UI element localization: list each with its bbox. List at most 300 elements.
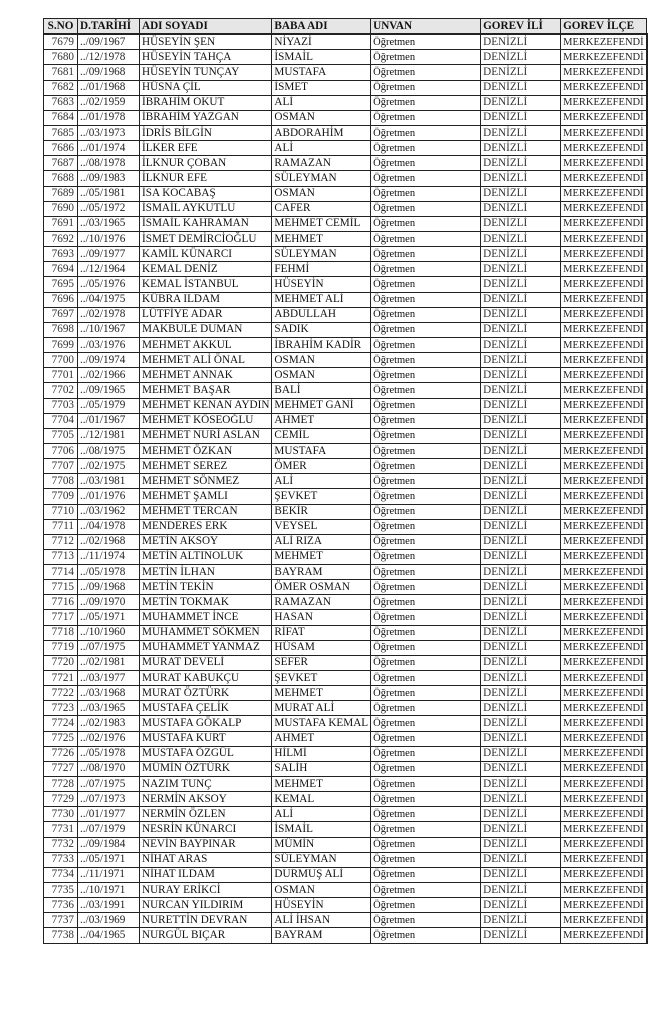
cell-full-name: HÜSNA ÇİL — [140, 80, 272, 95]
table-row — [44, 65, 647, 80]
table-row — [44, 807, 647, 822]
cell-sno: 7688 — [44, 171, 78, 186]
cell-full-name: MURAT ÖZTÜRK — [140, 686, 272, 701]
cell-birth-date: ../09/1977 — [78, 247, 140, 262]
cell-father-name: İBRAHİM KADİR — [272, 337, 371, 352]
cell-title: Öğretmen — [371, 383, 481, 398]
cell-father-name: BAYRAM — [272, 565, 371, 580]
cell-full-name: MUHAMMET İNCE — [140, 610, 272, 625]
cell-birth-date: ../04/1975 — [78, 292, 140, 307]
cell-sno: 7716 — [44, 595, 78, 610]
cell-father-name: BEKİR — [272, 504, 371, 519]
cell-sno: 7734 — [44, 867, 78, 882]
table-row — [44, 443, 647, 458]
cell-province: DENİZLİ — [481, 716, 561, 731]
cell-father-name: ÖMER OSMAN — [272, 580, 371, 595]
cell-full-name: MEHMET BAŞAR — [140, 383, 272, 398]
cell-birth-date: ../07/1979 — [78, 822, 140, 837]
table-row — [44, 398, 647, 413]
cell-sno: 7729 — [44, 792, 78, 807]
table-row — [44, 322, 647, 337]
cell-birth-date: ../03/1973 — [78, 125, 140, 140]
cell-full-name: METİN ALTINOLUK — [140, 549, 272, 564]
table-row — [44, 928, 647, 943]
cell-birth-date: ../12/1981 — [78, 428, 140, 443]
table-header — [44, 19, 647, 35]
cell-province: DENİZLİ — [481, 383, 561, 398]
cell-father-name: OSMAN — [272, 110, 371, 125]
cell-birth-date: ../05/1972 — [78, 201, 140, 216]
cell-province: DENİZLİ — [481, 216, 561, 231]
cell-province: DENİZLİ — [481, 822, 561, 837]
cell-sno: 7686 — [44, 141, 78, 156]
table-row — [44, 580, 647, 595]
cell-province: DENİZLİ — [481, 686, 561, 701]
cell-full-name: İDRİS BİLGİN — [140, 125, 272, 140]
cell-father-name: ABDORAHİM — [272, 125, 371, 140]
cell-title: Öğretmen — [371, 655, 481, 670]
cell-full-name: KEMAL DENİZ — [140, 262, 272, 277]
cell-district: MERKEZEFENDİ — [561, 34, 647, 50]
cell-father-name: MEHMET GANİ — [272, 398, 371, 413]
cell-full-name: MUHAMMET SÖKMEN — [140, 625, 272, 640]
cell-father-name: OSMAN — [272, 368, 371, 383]
cell-sno: 7728 — [44, 777, 78, 792]
table-row — [44, 428, 647, 443]
table-row — [44, 731, 647, 746]
cell-province: DENİZLİ — [481, 231, 561, 246]
cell-title: Öğretmen — [371, 489, 481, 504]
cell-province: DENİZLİ — [481, 277, 561, 292]
cell-title: Öğretmen — [371, 580, 481, 595]
cell-full-name: MURAT KABUKÇU — [140, 671, 272, 686]
cell-province: DENİZLİ — [481, 95, 561, 110]
cell-sno: 7706 — [44, 443, 78, 458]
cell-district: MERKEZEFENDİ — [561, 368, 647, 383]
cell-full-name: MUHAMMET YANMAZ — [140, 640, 272, 655]
cell-birth-date: ../03/1965 — [78, 216, 140, 231]
table-row — [44, 671, 647, 686]
cell-district: MERKEZEFENDİ — [561, 534, 647, 549]
table-row — [44, 746, 647, 761]
cell-sno: 7680 — [44, 50, 78, 65]
cell-district: MERKEZEFENDİ — [561, 110, 647, 125]
header-full-name: ADI SOYADI — [140, 19, 272, 35]
cell-full-name: MEHMET AKKUL — [140, 337, 272, 352]
cell-father-name: MEHMET CEMİL — [272, 216, 371, 231]
cell-title: Öğretmen — [371, 867, 481, 882]
cell-full-name: İSMAİL AYKUTLU — [140, 201, 272, 216]
cell-title: Öğretmen — [371, 777, 481, 792]
header-title: UNVAN — [371, 19, 481, 35]
cell-father-name: BAYRAM — [272, 928, 371, 943]
cell-title: Öğretmen — [371, 337, 481, 352]
cell-birth-date: ../01/1967 — [78, 413, 140, 428]
table-row — [44, 156, 647, 171]
cell-district: MERKEZEFENDİ — [561, 625, 647, 640]
cell-title: Öğretmen — [371, 504, 481, 519]
cell-district: MERKEZEFENDİ — [561, 247, 647, 262]
cell-province: DENİZLİ — [481, 610, 561, 625]
cell-sno: 7726 — [44, 746, 78, 761]
cell-father-name: AHMET — [272, 731, 371, 746]
cell-father-name: ALİ — [272, 807, 371, 822]
cell-full-name: NAZIM TUNÇ — [140, 777, 272, 792]
cell-full-name: İLKNUR EFE — [140, 171, 272, 186]
cell-district: MERKEZEFENDİ — [561, 792, 647, 807]
cell-sno: 7681 — [44, 65, 78, 80]
cell-birth-date: ../02/1981 — [78, 655, 140, 670]
personnel-table — [43, 18, 648, 944]
cell-birth-date: ../01/1978 — [78, 110, 140, 125]
cell-full-name: NİHAT ILDAM — [140, 867, 272, 882]
table-row — [44, 549, 647, 564]
cell-sno: 7738 — [44, 928, 78, 943]
cell-full-name: KÜBRA ILDAM — [140, 292, 272, 307]
cell-district: MERKEZEFENDİ — [561, 474, 647, 489]
cell-full-name: MEHMET ÖZKAN — [140, 443, 272, 458]
cell-father-name: HÜSAM — [272, 640, 371, 655]
cell-full-name: MUSTAFA KURT — [140, 731, 272, 746]
cell-district: MERKEZEFENDİ — [561, 398, 647, 413]
cell-district: MERKEZEFENDİ — [561, 595, 647, 610]
cell-title: Öğretmen — [371, 913, 481, 928]
cell-full-name: MEHMET SÖNMEZ — [140, 474, 272, 489]
cell-father-name: SÜLEYMAN — [272, 247, 371, 262]
cell-title: Öğretmen — [371, 65, 481, 80]
cell-sno: 7711 — [44, 519, 78, 534]
cell-father-name: AHMET — [272, 413, 371, 428]
cell-full-name: NEVİN BAYPINAR — [140, 837, 272, 852]
table-row — [44, 171, 647, 186]
cell-province: DENİZLİ — [481, 110, 561, 125]
table-row — [44, 761, 647, 776]
cell-district: MERKEZEFENDİ — [561, 655, 647, 670]
cell-title: Öğretmen — [371, 519, 481, 534]
cell-sno: 7700 — [44, 353, 78, 368]
cell-sno: 7696 — [44, 292, 78, 307]
header-district: GOREV İLÇE — [561, 19, 647, 35]
cell-title: Öğretmen — [371, 50, 481, 65]
cell-sno: 7721 — [44, 671, 78, 686]
cell-sno: 7698 — [44, 322, 78, 337]
cell-birth-date: ../07/1973 — [78, 792, 140, 807]
cell-father-name: KEMAL — [272, 792, 371, 807]
cell-father-name: ALİ — [272, 95, 371, 110]
cell-province: DENİZLİ — [481, 565, 561, 580]
cell-district: MERKEZEFENDİ — [561, 671, 647, 686]
cell-father-name: ŞEVKET — [272, 671, 371, 686]
cell-sno: 7687 — [44, 156, 78, 171]
cell-sno: 7718 — [44, 625, 78, 640]
cell-title: Öğretmen — [371, 549, 481, 564]
cell-district: MERKEZEFENDİ — [561, 231, 647, 246]
table-row — [44, 277, 647, 292]
cell-title: Öğretmen — [371, 565, 481, 580]
cell-title: Öğretmen — [371, 428, 481, 443]
cell-title: Öğretmen — [371, 761, 481, 776]
cell-birth-date: ../08/1978 — [78, 156, 140, 171]
cell-birth-date: ../10/1960 — [78, 625, 140, 640]
cell-province: DENİZLİ — [481, 746, 561, 761]
table-row — [44, 474, 647, 489]
cell-sno: 7730 — [44, 807, 78, 822]
cell-district: MERKEZEFENDİ — [561, 50, 647, 65]
cell-father-name: FEHMİ — [272, 262, 371, 277]
cell-birth-date: ../05/1971 — [78, 610, 140, 625]
cell-title: Öğretmen — [371, 792, 481, 807]
cell-sno: 7710 — [44, 504, 78, 519]
cell-province: DENİZLİ — [481, 777, 561, 792]
cell-birth-date: ../05/1981 — [78, 186, 140, 201]
table-row — [44, 125, 647, 140]
table-row — [44, 292, 647, 307]
table-row — [44, 231, 647, 246]
cell-sno: 7709 — [44, 489, 78, 504]
cell-district: MERKEZEFENDİ — [561, 580, 647, 595]
cell-sno: 7720 — [44, 655, 78, 670]
cell-sno: 7725 — [44, 731, 78, 746]
cell-birth-date: ../02/1968 — [78, 534, 140, 549]
cell-birth-date: ../08/1970 — [78, 761, 140, 776]
cell-district: MERKEZEFENDİ — [561, 277, 647, 292]
table-row — [44, 216, 647, 231]
cell-father-name: OSMAN — [272, 186, 371, 201]
cell-province: DENİZLİ — [481, 337, 561, 352]
cell-province: DENİZLİ — [481, 262, 561, 277]
cell-sno: 7695 — [44, 277, 78, 292]
document-page — [43, 18, 648, 944]
cell-province: DENİZLİ — [481, 156, 561, 171]
cell-sno: 7723 — [44, 701, 78, 716]
cell-full-name: HÜSEYİN ŞEN — [140, 34, 272, 50]
cell-district: MERKEZEFENDİ — [561, 141, 647, 156]
table-row — [44, 655, 647, 670]
cell-sno: 7694 — [44, 262, 78, 277]
table-row — [44, 701, 647, 716]
cell-full-name: MUSTAFA ÖZGÜL — [140, 746, 272, 761]
cell-province: DENİZLİ — [481, 913, 561, 928]
cell-province: DENİZLİ — [481, 519, 561, 534]
cell-district: MERKEZEFENDİ — [561, 186, 647, 201]
cell-title: Öğretmen — [371, 231, 481, 246]
cell-district: MERKEZEFENDİ — [561, 201, 647, 216]
cell-birth-date: ../10/1967 — [78, 322, 140, 337]
cell-full-name: LÜTFİYE ADAR — [140, 307, 272, 322]
cell-father-name: MEHMET — [272, 777, 371, 792]
cell-title: Öğretmen — [371, 474, 481, 489]
cell-district: MERKEZEFENDİ — [561, 867, 647, 882]
cell-district: MERKEZEFENDİ — [561, 807, 647, 822]
cell-birth-date: ../02/1966 — [78, 368, 140, 383]
cell-father-name: ÖMER — [272, 459, 371, 474]
cell-birth-date: ../09/1983 — [78, 171, 140, 186]
cell-province: DENİZLİ — [481, 50, 561, 65]
cell-title: Öğretmen — [371, 686, 481, 701]
cell-title: Öğretmen — [371, 716, 481, 731]
table-row — [44, 34, 647, 50]
cell-birth-date: ../09/1967 — [78, 34, 140, 50]
cell-province: DENİZLİ — [481, 852, 561, 867]
table-row — [44, 504, 647, 519]
cell-title: Öğretmen — [371, 807, 481, 822]
cell-title: Öğretmen — [371, 186, 481, 201]
cell-full-name: MUSTAFA GÖKALP — [140, 716, 272, 731]
cell-full-name: NURAY ERİKCİ — [140, 883, 272, 898]
cell-full-name: İSMAİL KAHRAMAN — [140, 216, 272, 231]
cell-title: Öğretmen — [371, 262, 481, 277]
cell-full-name: MEHMET SEREZ — [140, 459, 272, 474]
cell-title: Öğretmen — [371, 368, 481, 383]
cell-district: MERKEZEFENDİ — [561, 489, 647, 504]
cell-province: DENİZLİ — [481, 125, 561, 140]
cell-district: MERKEZEFENDİ — [561, 898, 647, 913]
cell-province: DENİZLİ — [481, 474, 561, 489]
cell-full-name: NİHAT ARAS — [140, 852, 272, 867]
cell-district: MERKEZEFENDİ — [561, 307, 647, 322]
cell-father-name: RAMAZAN — [272, 595, 371, 610]
cell-district: MERKEZEFENDİ — [561, 731, 647, 746]
cell-sno: 7691 — [44, 216, 78, 231]
cell-birth-date: ../09/1970 — [78, 595, 140, 610]
cell-birth-date: ../05/1979 — [78, 398, 140, 413]
cell-birth-date: ../03/1962 — [78, 504, 140, 519]
cell-full-name: MEHMET ALİ ÖNAL — [140, 353, 272, 368]
cell-sno: 7692 — [44, 231, 78, 246]
cell-province: DENİZLİ — [481, 640, 561, 655]
cell-province: DENİZLİ — [481, 534, 561, 549]
cell-province: DENİZLİ — [481, 353, 561, 368]
cell-sno: 7707 — [44, 459, 78, 474]
cell-sno: 7712 — [44, 534, 78, 549]
cell-province: DENİZLİ — [481, 80, 561, 95]
cell-birth-date: ../10/1971 — [78, 883, 140, 898]
cell-province: DENİZLİ — [481, 65, 561, 80]
cell-birth-date: ../09/1968 — [78, 580, 140, 595]
table-row — [44, 141, 647, 156]
cell-father-name: OSMAN — [272, 353, 371, 368]
cell-province: DENİZLİ — [481, 247, 561, 262]
cell-sno: 7682 — [44, 80, 78, 95]
table-row — [44, 459, 647, 474]
cell-father-name: ALİ — [272, 141, 371, 156]
cell-province: DENİZLİ — [481, 171, 561, 186]
cell-sno: 7715 — [44, 580, 78, 595]
cell-father-name: HÜSEYİN — [272, 898, 371, 913]
cell-province: DENİZLİ — [481, 307, 561, 322]
cell-district: MERKEZEFENDİ — [561, 822, 647, 837]
cell-father-name: SÜLEYMAN — [272, 171, 371, 186]
cell-birth-date: ../10/1976 — [78, 231, 140, 246]
cell-father-name: MUSTAFA — [272, 65, 371, 80]
cell-full-name: MUSTAFA ÇELİK — [140, 701, 272, 716]
cell-district: MERKEZEFENDİ — [561, 95, 647, 110]
cell-full-name: METİN TEKİN — [140, 580, 272, 595]
cell-full-name: MEHMET NURİ ASLAN — [140, 428, 272, 443]
cell-full-name: NURCAN YILDIRIM — [140, 898, 272, 913]
table-row — [44, 186, 647, 201]
cell-title: Öğretmen — [371, 171, 481, 186]
cell-birth-date: ../09/1974 — [78, 353, 140, 368]
cell-title: Öğretmen — [371, 216, 481, 231]
cell-birth-date: ../01/1976 — [78, 489, 140, 504]
cell-birth-date: ../03/1969 — [78, 913, 140, 928]
cell-district: MERKEZEFENDİ — [561, 428, 647, 443]
table-row — [44, 867, 647, 882]
cell-father-name: MEHMET ALİ — [272, 292, 371, 307]
cell-title: Öğretmen — [371, 898, 481, 913]
cell-birth-date: ../05/1971 — [78, 852, 140, 867]
cell-title: Öğretmen — [371, 156, 481, 171]
cell-father-name: HASAN — [272, 610, 371, 625]
table-row — [44, 368, 647, 383]
cell-father-name: MUSTAFA — [272, 443, 371, 458]
cell-province: DENİZLİ — [481, 34, 561, 50]
cell-father-name: İSMAİL — [272, 50, 371, 65]
cell-sno: 7704 — [44, 413, 78, 428]
cell-title: Öğretmen — [371, 322, 481, 337]
cell-full-name: NESRİN KÜNARCI — [140, 822, 272, 837]
cell-birth-date: ../04/1965 — [78, 928, 140, 943]
cell-sno: 7732 — [44, 837, 78, 852]
table-row — [44, 50, 647, 65]
cell-sno: 7683 — [44, 95, 78, 110]
cell-province: DENİZLİ — [481, 368, 561, 383]
cell-district: MERKEZEFENDİ — [561, 216, 647, 231]
cell-birth-date: ../01/1968 — [78, 80, 140, 95]
table-row — [44, 565, 647, 580]
cell-district: MERKEZEFENDİ — [561, 443, 647, 458]
table-row — [44, 247, 647, 262]
cell-sno: 7735 — [44, 883, 78, 898]
cell-district: MERKEZEFENDİ — [561, 777, 647, 792]
cell-title: Öğretmen — [371, 277, 481, 292]
cell-father-name: MEHMET — [272, 686, 371, 701]
cell-full-name: KAMİL KÜNARCI — [140, 247, 272, 262]
cell-full-name: MEHMET TERCAN — [140, 504, 272, 519]
header-row — [44, 19, 647, 35]
cell-district: MERKEZEFENDİ — [561, 761, 647, 776]
cell-birth-date: ../12/1978 — [78, 50, 140, 65]
table-row — [44, 595, 647, 610]
cell-district: MERKEZEFENDİ — [561, 746, 647, 761]
cell-birth-date: ../11/1971 — [78, 867, 140, 882]
cell-full-name: NERMİN ÖZLEN — [140, 807, 272, 822]
cell-title: Öğretmen — [371, 595, 481, 610]
cell-sno: 7699 — [44, 337, 78, 352]
cell-district: MERKEZEFENDİ — [561, 837, 647, 852]
cell-district: MERKEZEFENDİ — [561, 353, 647, 368]
cell-district: MERKEZEFENDİ — [561, 519, 647, 534]
cell-sno: 7727 — [44, 761, 78, 776]
cell-full-name: NURGÜL BIÇAR — [140, 928, 272, 943]
cell-full-name: MÜMİN ÖZTÜRK — [140, 761, 272, 776]
cell-birth-date: ../02/1959 — [78, 95, 140, 110]
cell-province: DENİZLİ — [481, 459, 561, 474]
cell-father-name: MEHMET — [272, 231, 371, 246]
cell-province: DENİZLİ — [481, 671, 561, 686]
table-row — [44, 353, 647, 368]
cell-sno: 7717 — [44, 610, 78, 625]
cell-district: MERKEZEFENDİ — [561, 549, 647, 564]
cell-sno: 7714 — [44, 565, 78, 580]
cell-birth-date: ../01/1977 — [78, 807, 140, 822]
cell-father-name: NİYAZİ — [272, 34, 371, 50]
cell-birth-date: ../09/1968 — [78, 65, 140, 80]
cell-full-name: İBRAHİM OKUT — [140, 95, 272, 110]
cell-father-name: HÜSEYİN — [272, 277, 371, 292]
cell-sno: 7684 — [44, 110, 78, 125]
